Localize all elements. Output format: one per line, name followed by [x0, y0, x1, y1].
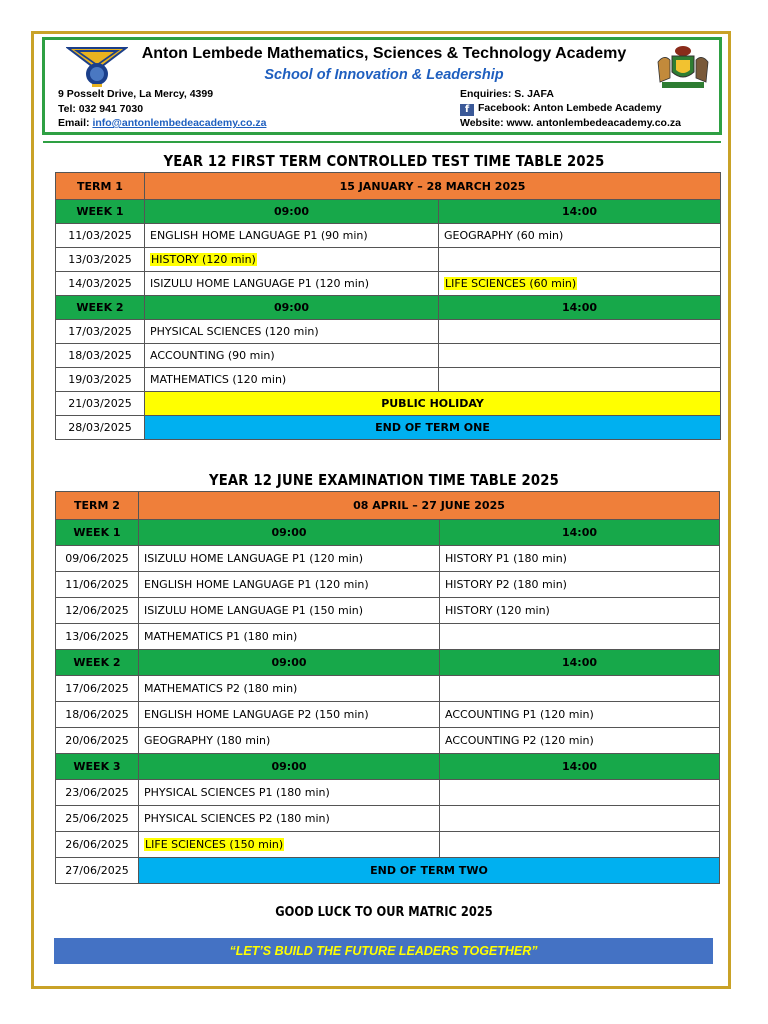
week-row: [56, 520, 720, 546]
end-of-term-banner: END OF TERM ONE: [145, 416, 721, 440]
table-row: [56, 368, 721, 392]
table-row: [56, 624, 720, 650]
row-date: 13/03/2025: [56, 248, 145, 272]
session-am: 09:00: [139, 650, 440, 676]
term1-range: 15 JANUARY – 28 MARCH 2025: [145, 173, 721, 200]
session-am: 09:00: [139, 520, 440, 546]
table-row: [56, 780, 720, 806]
row-am-subject: PHYSICAL SCIENCES (120 min): [145, 320, 439, 344]
row-date: 09/06/2025: [56, 546, 139, 572]
week-row: [56, 754, 720, 780]
week-row: [56, 650, 720, 676]
table-row: [56, 272, 721, 296]
week-row: [56, 296, 721, 320]
row-am-subject: MATHEMATICS (120 min): [145, 368, 439, 392]
term2-header-row: [56, 492, 720, 520]
table-row: [56, 572, 720, 598]
row-pm-subject: HISTORY P2 (180 min): [440, 572, 720, 598]
table-row: [56, 344, 721, 368]
row-pm-subject: [439, 320, 721, 344]
row-am-subject: ENGLISH HOME LANGUAGE P1 (90 min): [145, 224, 439, 248]
row-am-subject: PHYSICAL SCIENCES P1 (180 min): [139, 780, 440, 806]
row-date: 12/06/2025: [56, 598, 139, 624]
session-am: 09:00: [139, 754, 440, 780]
row-pm-subject: [439, 368, 721, 392]
table-row: [56, 676, 720, 702]
end-of-term-row: [56, 416, 721, 440]
term2-range: 08 APRIL – 27 JUNE 2025: [139, 492, 720, 520]
row-pm-subject: [440, 780, 720, 806]
facebook-text: Facebook: Anton Lembede Academy: [478, 102, 662, 114]
row-date: 25/06/2025: [56, 806, 139, 832]
row-pm-subject: [440, 624, 720, 650]
highlighted-subject: LIFE SCIENCES (60 min): [445, 277, 577, 290]
session-pm: 14:00: [440, 754, 720, 780]
table-row: [56, 806, 720, 832]
row-am-subject: ENGLISH HOME LANGUAGE P1 (120 min): [139, 572, 440, 598]
end-of-term-row: [56, 858, 720, 884]
row-pm-subject: ACCOUNTING P2 (120 min): [440, 728, 720, 754]
row-date: 11/06/2025: [56, 572, 139, 598]
telephone: Tel: 032 941 7030: [58, 103, 144, 115]
row-date: 11/03/2025: [56, 224, 145, 248]
facebook-icon: f: [460, 104, 474, 116]
term1-timetable: [55, 172, 721, 440]
week-label: WEEK 2: [56, 296, 145, 320]
term2-title: YEAR 12 JUNE EXAMINATION TIME TABLE 2025: [208, 471, 559, 489]
row-pm-subject: HISTORY (120 min): [440, 598, 720, 624]
term2-timetable: [55, 491, 720, 884]
row-date: 26/06/2025: [56, 832, 139, 858]
row-date: 18/03/2025: [56, 344, 145, 368]
row-date: 17/03/2025: [56, 320, 145, 344]
header-divider: [43, 141, 721, 143]
row-date: 28/03/2025: [56, 416, 145, 440]
email-label: Email:: [58, 117, 93, 129]
row-am-subject: ENGLISH HOME LANGUAGE P2 (150 min): [139, 702, 440, 728]
row-am-subject: MATHEMATICS P1 (180 min): [139, 624, 440, 650]
term1-title: YEAR 12 FIRST TERM CONTROLLED TEST TIME TABLE 2025: [163, 152, 605, 170]
session-am: 09:00: [145, 296, 439, 320]
session-pm: 14:00: [439, 200, 721, 224]
enquiries: Enquiries: S. JAFA: [460, 88, 554, 100]
address: 9 Posselt Drive, La Mercy, 4399: [58, 88, 214, 100]
table-row: [56, 248, 721, 272]
session-pm: 14:00: [440, 650, 720, 676]
row-date: 23/06/2025: [56, 780, 139, 806]
highlighted-subject: HISTORY (120 min): [151, 253, 256, 266]
week-label: WEEK 3: [56, 754, 139, 780]
row-pm-subject: GEOGRAPHY (60 min): [439, 224, 721, 248]
week-row: [56, 200, 721, 224]
school-motto: School of Innovation & Leadership: [264, 67, 504, 83]
session-am: 09:00: [145, 200, 439, 224]
email-link[interactable]: info@antonlembedeacademy.co.za: [92, 117, 267, 129]
table-row: [56, 728, 720, 754]
row-date: 13/06/2025: [56, 624, 139, 650]
week-label: WEEK 1: [56, 200, 145, 224]
row-date: 20/06/2025: [56, 728, 139, 754]
row-date: 18/06/2025: [56, 702, 139, 728]
row-am-subject: ACCOUNTING (90 min): [145, 344, 439, 368]
session-pm: 14:00: [440, 520, 720, 546]
end-of-term-banner: END OF TERM TWO: [139, 858, 720, 884]
row-am-subject: [145, 248, 439, 272]
row-pm-subject: [439, 248, 721, 272]
row-am-subject: [139, 832, 440, 858]
row-date: 21/03/2025: [56, 392, 145, 416]
row-pm-subject: [440, 832, 720, 858]
row-am-subject: MATHEMATICS P2 (180 min): [139, 676, 440, 702]
row-am-subject: ISIZULU HOME LANGUAGE P1 (150 min): [139, 598, 440, 624]
table-row: [56, 702, 720, 728]
week-label: WEEK 1: [56, 520, 139, 546]
row-pm-subject: HISTORY P1 (180 min): [440, 546, 720, 572]
website: Website: www. antonlembedeacademy.co.za: [460, 117, 681, 129]
table-row: [56, 320, 721, 344]
row-pm-subject: [439, 272, 721, 296]
holiday-row: [56, 392, 721, 416]
row-am-subject: GEOGRAPHY (180 min): [139, 728, 440, 754]
table-row: [56, 546, 720, 572]
row-date: 14/03/2025: [56, 272, 145, 296]
row-date: 17/06/2025: [56, 676, 139, 702]
session-pm: 14:00: [439, 296, 721, 320]
term1-header-row: [56, 173, 721, 200]
table-row: [56, 832, 720, 858]
email-line: [58, 117, 266, 129]
public-holiday-banner: PUBLIC HOLIDAY: [145, 392, 721, 416]
facebook-line: [460, 102, 662, 116]
row-pm-subject: [440, 806, 720, 832]
highlighted-subject: LIFE SCIENCES (150 min): [145, 838, 284, 851]
slogan-banner: “LET’S BUILD THE FUTURE LEADERS TOGETHER”: [54, 938, 713, 964]
row-date: 19/03/2025: [56, 368, 145, 392]
term1-label: TERM 1: [56, 173, 145, 200]
row-am-subject: ISIZULU HOME LANGUAGE P1 (120 min): [139, 546, 440, 572]
row-pm-subject: ACCOUNTING P1 (120 min): [440, 702, 720, 728]
table-row: [56, 598, 720, 624]
row-pm-subject: [440, 676, 720, 702]
row-am-subject: ISIZULU HOME LANGUAGE P1 (120 min): [145, 272, 439, 296]
term2-label: TERM 2: [56, 492, 139, 520]
good-luck-message: GOOD LUCK TO OUR MATRIC 2025: [275, 905, 493, 920]
school-name: Anton Lembede Mathematics, Sciences & Technology Academy: [141, 45, 627, 62]
row-am-subject: PHYSICAL SCIENCES P2 (180 min): [139, 806, 440, 832]
row-pm-subject: [439, 344, 721, 368]
row-date: 27/06/2025: [56, 858, 139, 884]
week-label: WEEK 2: [56, 650, 139, 676]
table-row: [56, 224, 721, 248]
